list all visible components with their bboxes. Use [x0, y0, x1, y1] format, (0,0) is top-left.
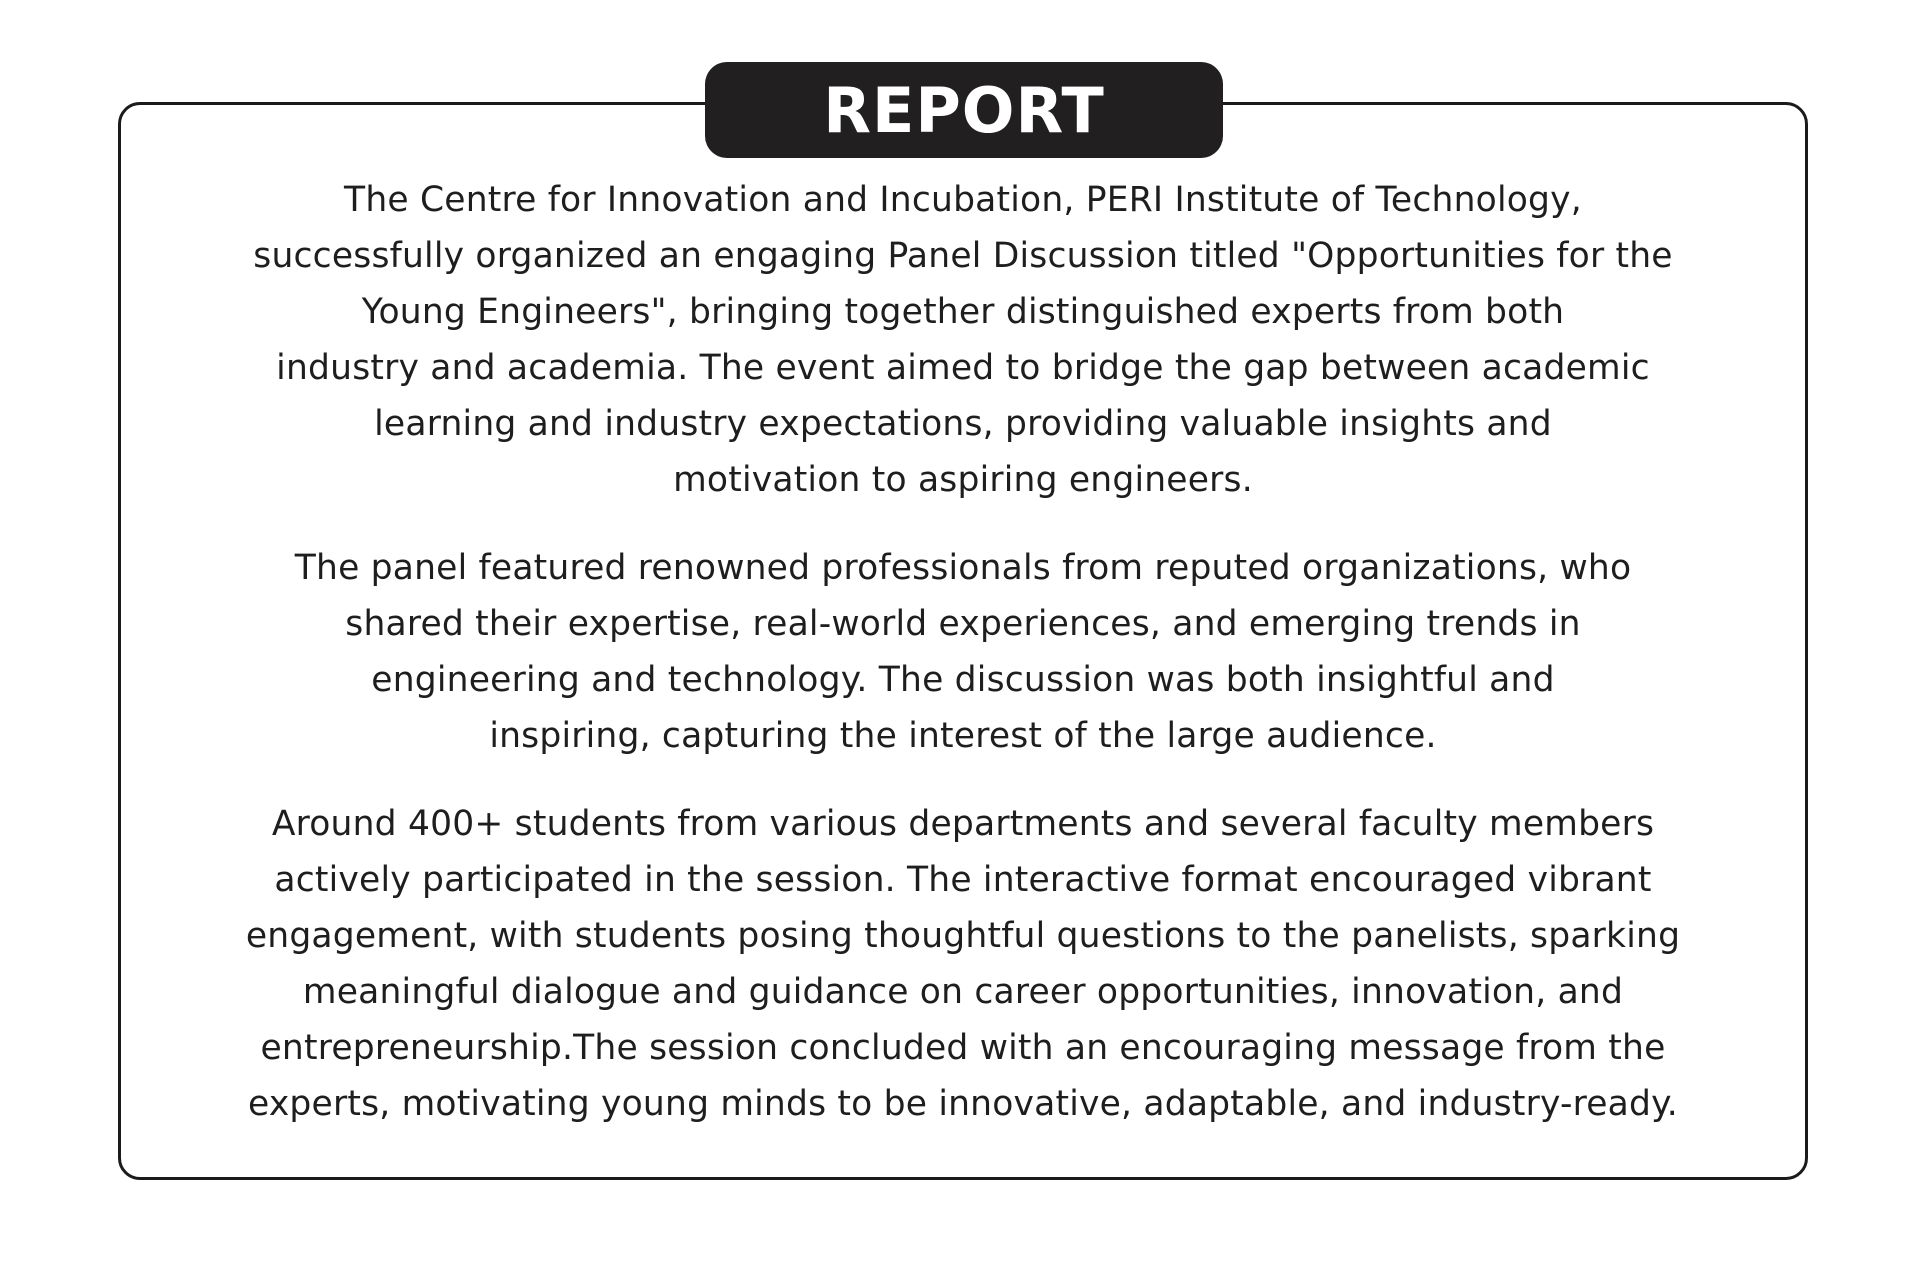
paragraph-line: industry and academia. The event aimed to bridge the gap between academic [276, 348, 1650, 388]
paragraph-line: shared their expertise, real-world experiences, and emerging trends in [345, 604, 1581, 644]
paragraph-line: motivation to aspiring engineers. [673, 460, 1253, 500]
paragraph-line: successfully organized an engaging Panel Discussion titled "Opportunities for the [253, 236, 1673, 276]
paragraph-line: inspiring, capturing the interest of the large audience. [489, 716, 1437, 756]
report-title-badge [705, 62, 1223, 158]
paragraph-line: experts, motivating young minds to be innovative, adaptable, and industry-ready. [248, 1084, 1678, 1124]
paragraph-line: The panel featured renowned professionals from reputed organizations, who [294, 548, 1632, 588]
paragraph-intro [158, 172, 1768, 508]
report-title: REPORT [823, 73, 1105, 147]
paragraph-participation [158, 796, 1768, 1132]
paragraph-line: Young Engineers", bringing together distinguished experts from both [361, 292, 1565, 332]
paragraph-line: entrepreneurship.The session concluded with an encouraging message from the [260, 1028, 1666, 1068]
report-body [158, 172, 1768, 1132]
paragraph-line: The Centre for Innovation and Incubation, PERI Institute of Technology, [344, 180, 1582, 220]
paragraph-line: Around 400+ students from various departments and several faculty members [271, 804, 1655, 844]
paragraph-panel [158, 540, 1768, 764]
paragraph-line: engagement, with students posing thoughtful questions to the panelists, sparking [245, 916, 1681, 956]
paragraph-line: learning and industry expectations, providing valuable insights and [374, 404, 1552, 444]
paragraph-line: engineering and technology. The discussion was both insightful and [371, 660, 1555, 700]
paragraph-line: actively participated in the session. The interactive format encouraged vibrant [274, 860, 1652, 900]
paragraph-line: meaningful dialogue and guidance on career opportunities, innovation, and [302, 972, 1624, 1012]
